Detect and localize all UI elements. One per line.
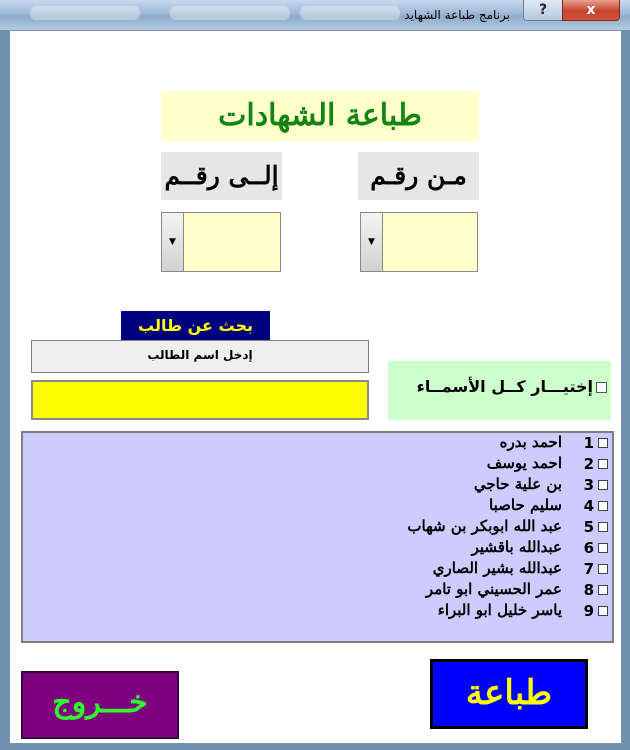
from-number-combobox[interactable]	[360, 212, 478, 272]
item-checkbox[interactable]	[598, 522, 608, 532]
select-all-checkbox[interactable]	[596, 382, 607, 393]
item-name: عمر الحسيني ابو تامر	[425, 580, 562, 598]
item-checkbox[interactable]	[598, 606, 608, 616]
select-all-label: إختيـــار كــل الأسمــاء	[416, 377, 593, 396]
list-item[interactable]	[23, 580, 612, 601]
form-client-area	[9, 30, 622, 744]
from-number-label: مـن رقـم	[358, 152, 479, 200]
item-name: عبدالله بشير الصاري	[432, 559, 562, 577]
item-number: 4	[583, 497, 594, 515]
list-item[interactable]	[23, 433, 612, 454]
background-blur	[300, 6, 400, 20]
item-checkbox[interactable]	[598, 501, 608, 511]
item-name: سليم حاصبا	[489, 496, 562, 514]
window-titlebar[interactable]	[0, 0, 630, 30]
item-checkbox[interactable]	[598, 459, 608, 469]
list-item[interactable]	[23, 454, 612, 475]
background-blur	[30, 6, 140, 20]
dropdown-arrow-icon[interactable]: ▼	[162, 213, 184, 271]
print-button[interactable]: طباعة	[430, 659, 588, 729]
item-number: 9	[583, 602, 594, 620]
item-number: 5	[583, 518, 594, 536]
select-all-toggle[interactable]	[388, 361, 611, 420]
item-number: 7	[583, 560, 594, 578]
page-title: طباعة الشهادات	[161, 91, 479, 141]
list-item[interactable]	[23, 496, 612, 517]
window-title: برنامج طباعة الشهايد	[404, 8, 510, 22]
item-name: عبد الله ابوبكر بن شهاب	[407, 517, 562, 535]
item-number: 8	[583, 581, 594, 599]
item-number: 6	[583, 539, 594, 557]
list-item[interactable]	[23, 475, 612, 496]
item-checkbox[interactable]	[598, 564, 608, 574]
search-title: بحث عن طالب	[121, 311, 270, 340]
list-item[interactable]	[23, 601, 612, 622]
item-number: 3	[583, 476, 594, 494]
item-name: ياسر خليل ابو البراء	[437, 601, 562, 619]
list-item[interactable]	[23, 517, 612, 538]
item-name: بن علية حاجي	[473, 475, 562, 493]
item-checkbox[interactable]	[598, 480, 608, 490]
background-blur	[170, 6, 290, 20]
students-list[interactable]	[21, 431, 614, 643]
exit-button[interactable]: خـــروج	[21, 671, 179, 739]
item-name: احمد يوسف	[486, 454, 562, 472]
search-hint-label: إدخل اسم الطالب	[31, 340, 369, 373]
item-name: احمد بدره	[499, 433, 562, 451]
item-checkbox[interactable]	[598, 438, 608, 448]
list-item[interactable]	[23, 538, 612, 559]
to-number-combobox[interactable]	[161, 212, 281, 272]
item-number: 2	[583, 455, 594, 473]
search-input[interactable]	[31, 380, 369, 420]
item-name: عبدالله باقشير	[471, 538, 562, 556]
to-number-label: إلــى رقــم	[161, 152, 282, 200]
item-checkbox[interactable]	[598, 585, 608, 595]
list-item[interactable]	[23, 559, 612, 580]
item-number: 1	[583, 434, 594, 452]
item-checkbox[interactable]	[598, 543, 608, 553]
dropdown-arrow-icon[interactable]: ▼	[361, 213, 383, 271]
close-button[interactable]: x	[562, 0, 620, 21]
help-button[interactable]: ?	[523, 0, 563, 21]
